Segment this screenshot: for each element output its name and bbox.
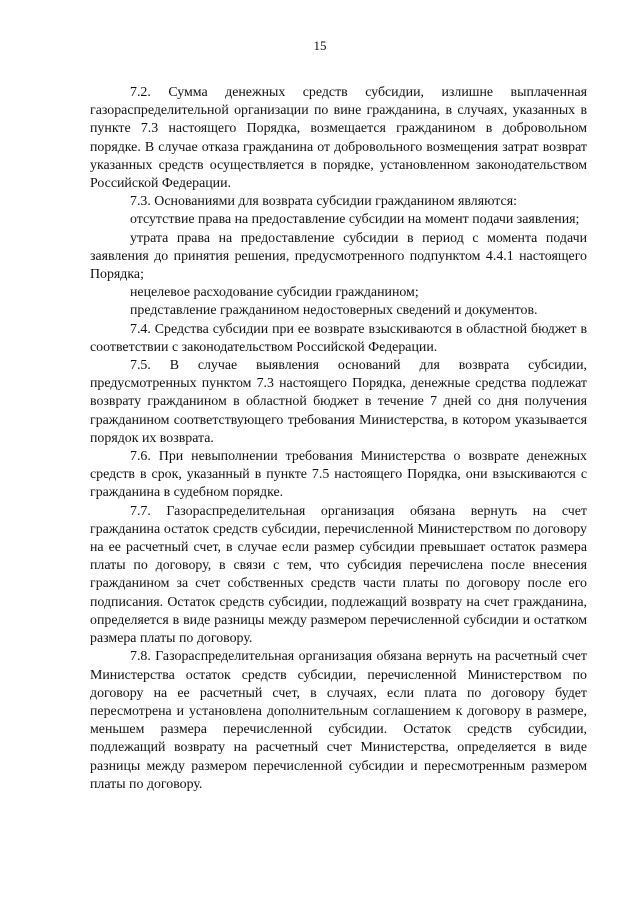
paragraph-7-8: 7.8. Газораспределительная организация обязана вернуть на расчетный счет Министерства остаток средств субсидии, перечисленной Министерством по договору на ее расчетный счет, в случаях, если плата по договору будет пересмотрена и установлена дополнительным соглашением к договору в размере, меньшем размера перечисленной субсидии. Остаток средств субсидии, подлежащий возврату на расчетный счет Министерства, определяется в виде разницы между размером перечисленной субсидии и пересмотренным размером платы по договору.: [90, 649, 587, 792]
list-item-no-right: отсутствие права на предоставление субсидии на момент подачи заявления;: [130, 212, 580, 228]
paragraph-7-5: 7.5. В случае выявления оснований для возврата субсидии, предусмотренных пунктом 7.3 настоящего Порядка, денежные средства подлежат возврату гражданином в областной бюджет в течение 7 дней со дня получения гражданином соответствующего требования Министерства, в котором указывается порядок их возврата.: [90, 358, 587, 446]
document-body: [90, 84, 587, 794]
list-item-misuse: нецелевое расходование субсидии гражданином;: [130, 285, 419, 301]
paragraph-7-3: 7.3. Основаниями для возврата субсидии гражданином являются:: [130, 194, 517, 210]
list-item-loss-of-right: утрата права на предоставление субсидии в период с момента подачи заявления до принятия решения, предусмотренного подпунктом 4.4.1 настоящего Порядка;: [90, 230, 587, 283]
list-item-false-info: представление гражданином недостоверных сведений и документов.: [130, 303, 538, 319]
paragraph-7-2: 7.2. Сумма денежных средств субсидии, излишне выплаченная газораспределительной организации по вине гражданина, в случаях, указанных в пункте 7.3 настоящего Порядка, возмещается гражданином в добровольном порядке. В случае отказа гражданина от добровольного возмещения затрат возврат указанных средств осуществляется в порядке, установленном законодательством Российской Федерации.: [90, 85, 587, 192]
paragraph-7-4: 7.4. Средства субсидии при ее возврате взыскиваются в областной бюджет в соответствии с законодательством Российской Федерации.: [90, 321, 587, 355]
paragraph-7-6: 7.6. При невыполнении требования Министерства о возврате денежных средств в срок, указанный в пункте 7.5 настоящего Порядка, они взыскиваются с гражданина в судебном порядке.: [90, 449, 587, 501]
paragraph-7-7: 7.7. Газораспределительная организация обязана вернуть на счет гражданина остаток средств субсидии, перечисленной Министерством по договору на ее расчетный счет, в случае если размер субсидии превышает остаток размера платы по договору, в связи с тем, что субсидия перечислена после внесения гражданином за счет собственных средств части платы по договору после его подписания. Остаток средств субсидии, подлежащий возврату на счет гражданина, определяется в виде разницы между размером перечисленной субсидии и остатком размера платы по договору.: [90, 503, 587, 647]
page-number: 15: [313, 38, 327, 53]
